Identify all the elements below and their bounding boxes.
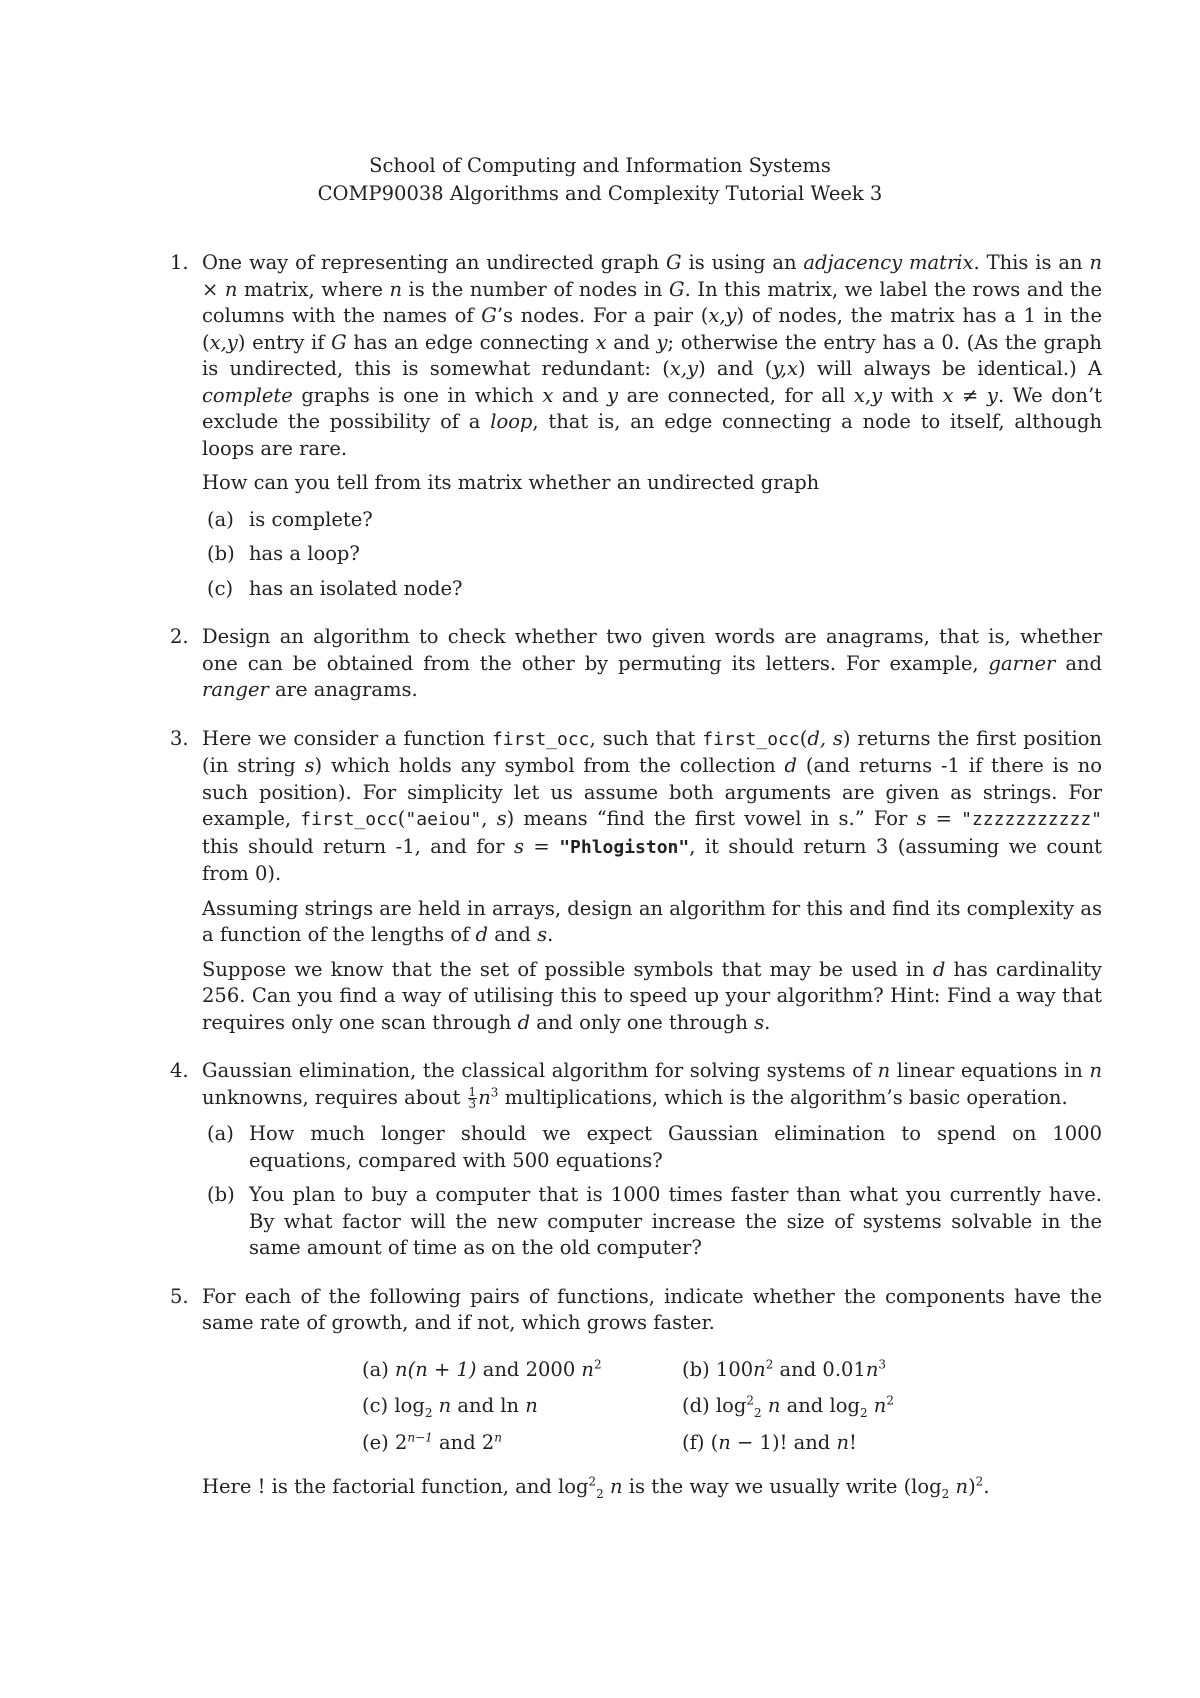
subquestion: (a) is complete? <box>207 507 373 531</box>
question-text: Gaussian elimination, the classical algorithm for solving systems of n linear equations in n unknowns, requires about $\frac{1}{3}$ $n^3$ multiplications, which is the algorithm’s basic operation. <box>202 1059 1102 1111</box>
question-note: Here ! is the factorial function, and $\log^2_2 n$ is the way we usually write ($\log_2$ n)$^2$. <box>202 1474 990 1501</box>
subquestion-list <box>202 1121 1102 1262</box>
question-paragraph: Assuming strings are held in arrays, design an algorithm for this and find its complexity as a function of the lengths of d and s. <box>202 896 1102 946</box>
question-text: One way of representing an undirected graph G is using an adjacency matrix. This is an n × n matrix, where n is the number of nodes in G. In this matrix, we label the rows and the columns with the names of G’s nodes. For a pair (x,y) of nodes, the matrix has a 1 in the (x,y) entry if G has an edge connecting x and y; otherwise the entry has a 0. (As the graph is undirected, this is somewhat redundant: (x,y) and (y,x) will always be identical.) A complete graphs is one in which x and y are connected, for all x,y with x ≠ y. We don’t exclude the possibility of a loop, that is, an edge connecting a node to itself, although loops are rare. <box>202 251 1103 460</box>
question-2 <box>170 624 1102 704</box>
question-text: Here we consider a function first_occ, such that first_occ(d, s) returns the first position (in string s) which holds any symbol from the collection d (and returns -1 if there is no such position). For simplicity let us assume both arguments are given as strings. For example, first_occ("aeiou", s) means “find the first vowel in s.” For s = "zzzzzzzzzzz" this should return -1, and for s = "Phlogiston", it should return 3 (assuming we count from 0). <box>202 726 1102 885</box>
subquestion: (a) How much longer should we expect Gaussian elimination to spend on 1000 equations, compared with 500 equations? <box>207 1122 1102 1172</box>
document-header <box>0 152 1200 208</box>
subquestion: (b) You plan to buy a computer that is 1000 times faster than what you currently have. By what factor will the new computer increase the size of systems solvable in the same amount of time as on the old computer? <box>207 1183 1102 1259</box>
question-3 <box>170 726 1102 1037</box>
question-prompt: How can you tell from its matrix whether an undirected graph <box>202 471 820 494</box>
course-title: COMP90038 Algorithms and Complexity Tutorial Week 3 <box>317 182 883 205</box>
pair-e: (e) $2^{n-1}$ and 2$^n$ <box>362 1430 503 1454</box>
question-4 <box>170 1058 1102 1262</box>
pair-a: (a) n(n + 1) and 2000 $n^2$ <box>362 1357 602 1381</box>
pair-d: (d) $\log^2_2 n$ and $\log_2 n^2$ <box>682 1393 894 1420</box>
school-name: School of Computing and Information Systems <box>369 154 831 177</box>
pair-f: (f) (n − 1)! and n! <box>682 1430 857 1454</box>
pair-c: (c) $\log_2 n$ and ln n <box>362 1394 538 1420</box>
tutorial-questions <box>170 250 1102 1523</box>
question-text: For each of the following pairs of functions, indicate whether the components have the same rate of growth, and if not, which grows faster. <box>202 1284 1102 1334</box>
question-5 <box>170 1284 1102 1501</box>
function-pairs <box>202 1357 1102 1457</box>
question-number: 4. <box>170 1059 189 1082</box>
question-number: 2. <box>170 625 189 648</box>
pair-b: (b) $100n^2$ and $0.01n^3$ <box>682 1357 887 1381</box>
question-text: Design an algorithm to check whether two given words are anagrams, that is, whether one can be obtained from the other by permuting its letters. For example, garner and ranger are anagrams. <box>202 625 1102 701</box>
question-number: 1. <box>170 251 189 274</box>
question-paragraph: Suppose we know that the set of possible symbols that may be used in d has cardinality 256. Can you find a way of utilising this to speed up your algorithm? Hint: Find a way that requires only one scan through d and only one through s. <box>202 957 1102 1034</box>
subquestion: (c) has an isolated node? <box>207 576 463 600</box>
question-number: 5. <box>170 1284 189 1308</box>
subquestion: (b) has a loop? <box>207 542 360 565</box>
question-number: 3. <box>170 726 189 750</box>
fraction: $\frac{1}{3}$ <box>468 1084 477 1111</box>
question-1 <box>170 250 1102 602</box>
subquestion-list <box>202 507 1102 603</box>
